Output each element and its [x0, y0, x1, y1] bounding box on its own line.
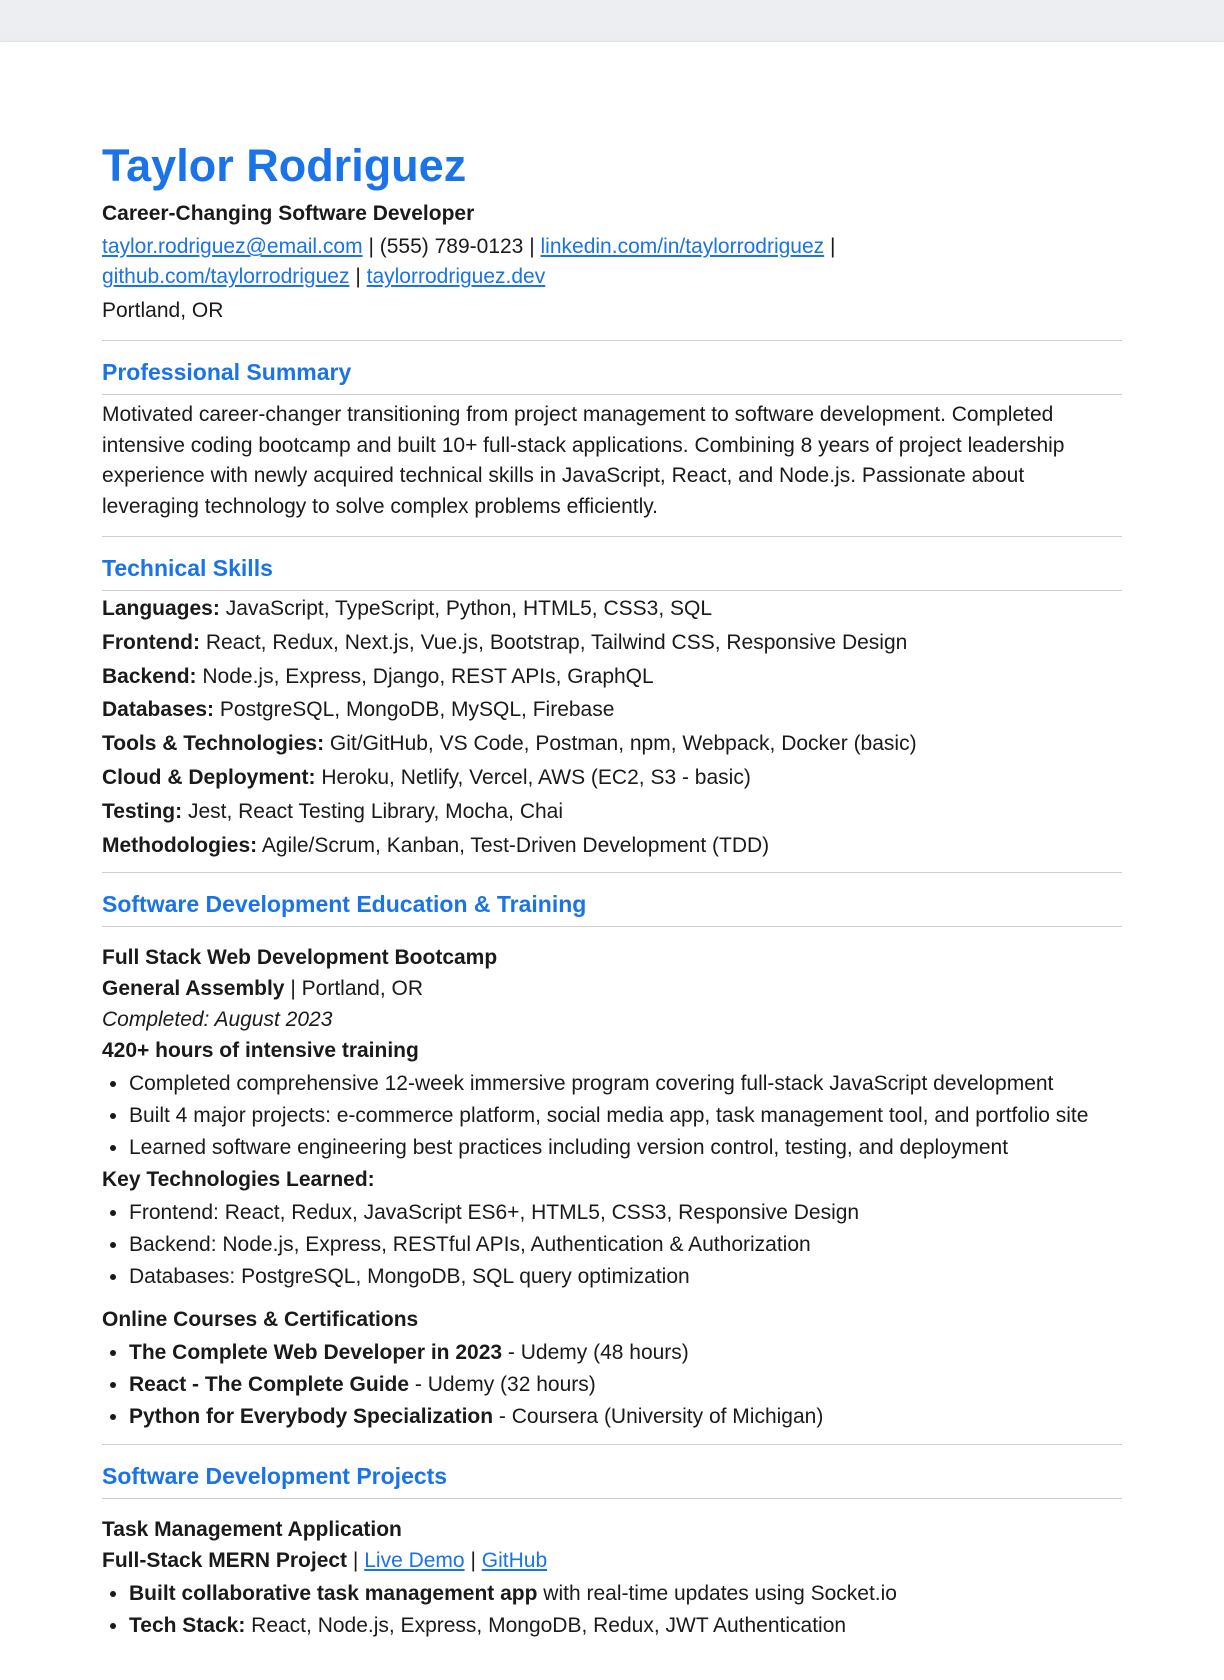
- bootcamp-school: General Assembly: [102, 977, 285, 1001]
- course-item: [129, 1337, 1122, 1368]
- linkedin-link[interactable]: linkedin.com/in/taylorrodriguez: [540, 235, 825, 258]
- bootcamp-hours: 420+ hours of intensive training: [102, 1039, 419, 1063]
- separator: |: [355, 265, 361, 288]
- skill-value: Agile/Scrum, Kanban, Test-Driven Development (TDD): [261, 833, 770, 857]
- bullet-text: React, Node.js, Express, MongoDB, Redux, JWT Authentication: [245, 1614, 847, 1638]
- skill-row: [102, 626, 1122, 660]
- bullet-bold: Built collaborative task management app: [129, 1582, 538, 1606]
- tech-bullets: [102, 1197, 1122, 1292]
- bootcamp-completed: Completed: August 2023: [102, 1008, 333, 1032]
- bootcamp-bullets: [102, 1068, 1122, 1163]
- separator: |: [368, 235, 374, 258]
- list-item: • Backend: Node.js, Express, RESTful APIs, Authentication & Authorization: [129, 1229, 1122, 1260]
- skills-title: Technical Skills: [102, 555, 273, 581]
- skill-row: [102, 592, 1122, 626]
- project-bullets: [102, 1578, 1122, 1641]
- skill-label: Databases:: [102, 698, 215, 722]
- skill-value: Heroku, Netlify, Vercel, AWS (EC2, S3 - basic): [321, 765, 751, 789]
- course-name: The Complete Web Developer in 2023: [129, 1341, 503, 1365]
- separator: |: [352, 1549, 359, 1573]
- skill-label: Languages:: [102, 597, 220, 620]
- list-item: • Completed comprehensive 12-week immersive program covering full-stack JavaScript development: [129, 1068, 1122, 1099]
- location: Portland, OR: [102, 299, 224, 322]
- skill-row: [102, 660, 1122, 694]
- courses-heading: Online Courses & Certifications: [102, 1308, 419, 1332]
- bootcamp-school-line: [102, 973, 1122, 1005]
- separator: |: [529, 235, 535, 258]
- skill-label: Backend:: [102, 664, 197, 688]
- section-divider: [102, 1444, 1122, 1445]
- separator: |: [470, 1549, 476, 1573]
- project-subtitle: Full-Stack MERN Project: [102, 1549, 348, 1573]
- resume-content: [102, 140, 1122, 1642]
- skill-label: Frontend:: [102, 630, 200, 654]
- section-divider: [102, 872, 1122, 873]
- resume-headline: Career-Changing Software Developer: [102, 202, 475, 225]
- skill-label: Cloud & Deployment:: [102, 765, 316, 789]
- skill-label: Testing:: [102, 799, 183, 823]
- skill-row: [102, 795, 1122, 829]
- section-title-underline: [102, 394, 1122, 395]
- section-title-underline: [102, 590, 1122, 591]
- course-detail: - Udemy (48 hours): [502, 1341, 689, 1365]
- course-detail: - Udemy (32 hours): [409, 1373, 596, 1397]
- resume-page: [0, 42, 1224, 1680]
- skill-row: [102, 761, 1122, 795]
- project-name: Task Management Application: [102, 1518, 402, 1542]
- projects-title: Software Development Projects: [102, 1463, 448, 1490]
- section-title-underline: [102, 1498, 1122, 1499]
- github-link[interactable]: github.com/taylorrodriguez: [102, 265, 350, 288]
- course-name: Python for Everybody Specialization: [129, 1405, 494, 1429]
- summary-title: Professional Summary: [102, 359, 352, 385]
- separator: |: [290, 977, 296, 1001]
- course-item: [129, 1401, 1122, 1432]
- website-link[interactable]: taylorrodriguez.dev: [366, 265, 546, 288]
- course-name: React - The Complete Guide: [129, 1373, 410, 1397]
- section-title-underline: [102, 926, 1122, 927]
- list-item: • Frontend: React, Redux, JavaScript ES6+, HTML5, CSS3, Responsive Design: [129, 1197, 1122, 1228]
- skill-label: Methodologies:: [102, 833, 258, 857]
- skill-value: PostgreSQL, MongoDB, MySQL, Firebase: [219, 698, 615, 722]
- github-project-link[interactable]: GitHub: [481, 1549, 548, 1573]
- bullet-bold: Tech Stack:: [129, 1614, 246, 1638]
- bullet-text: with real-time updates using Socket.io: [537, 1582, 897, 1606]
- skill-value: Node.js, Express, Django, REST APIs, GraphQL: [202, 664, 654, 688]
- list-item: [129, 1610, 1122, 1641]
- education-title: Software Development Education & Training: [102, 891, 587, 918]
- bootcamp-location: Portland, OR: [301, 977, 424, 1001]
- course-detail: - Coursera (University of Michigan): [493, 1405, 824, 1429]
- skill-value: Git/GitHub, VS Code, Postman, npm, Webpack, Docker (basic): [329, 732, 917, 756]
- course-item: [129, 1369, 1122, 1400]
- skill-value: JavaScript, TypeScript, Python, HTML5, CSS3, SQL: [225, 597, 713, 620]
- skill-row: [102, 829, 1122, 863]
- section-divider: [102, 340, 1122, 341]
- list-item: • Built 4 major projects: e-commerce platform, social media app, task management tool, and portfolio site: [129, 1100, 1122, 1131]
- project-subtitle-line: [102, 1545, 1122, 1577]
- skill-row: [102, 693, 1122, 727]
- list-item: • Databases: PostgreSQL, MongoDB, SQL query optimization: [129, 1261, 1122, 1292]
- bootcamp-name: Full Stack Web Development Bootcamp: [102, 946, 498, 970]
- section-divider: [102, 536, 1122, 537]
- email-link[interactable]: taylor.rodriguez@email.com: [102, 235, 363, 258]
- list-item: [129, 1578, 1122, 1609]
- skill-value: React, Redux, Next.js, Vue.js, Bootstrap, Tailwind CSS, Responsive Design: [205, 630, 908, 654]
- resume-name: Taylor Rodriguez: [102, 140, 467, 191]
- skill-value: Jest, React Testing Library, Mocha, Chai: [187, 799, 564, 823]
- tech-heading: Key Technologies Learned:: [102, 1168, 375, 1192]
- skill-row: [102, 727, 1122, 761]
- list-item: • Learned software engineering best practices including version control, testing, and deployment: [129, 1132, 1122, 1163]
- skills-list: [102, 592, 1122, 862]
- live-demo-link[interactable]: Live Demo: [364, 1549, 465, 1573]
- separator: |: [830, 235, 836, 258]
- courses-list: [102, 1337, 1122, 1432]
- summary-text: Motivated career-changer transitioning from project management to software development. Completed intensive coding bootcamp and built 10+ full-stack applications. Combining 8 years of project leadership experience with newly acquired technical skills in JavaScript, React, and Node.js. Passionate about leveraging technology to solve complex problems efficiently.: [102, 403, 1065, 518]
- contact-line: [102, 232, 1122, 292]
- phone-number: (555) 789-0123: [379, 235, 524, 258]
- skill-label: Tools & Technologies:: [102, 732, 325, 756]
